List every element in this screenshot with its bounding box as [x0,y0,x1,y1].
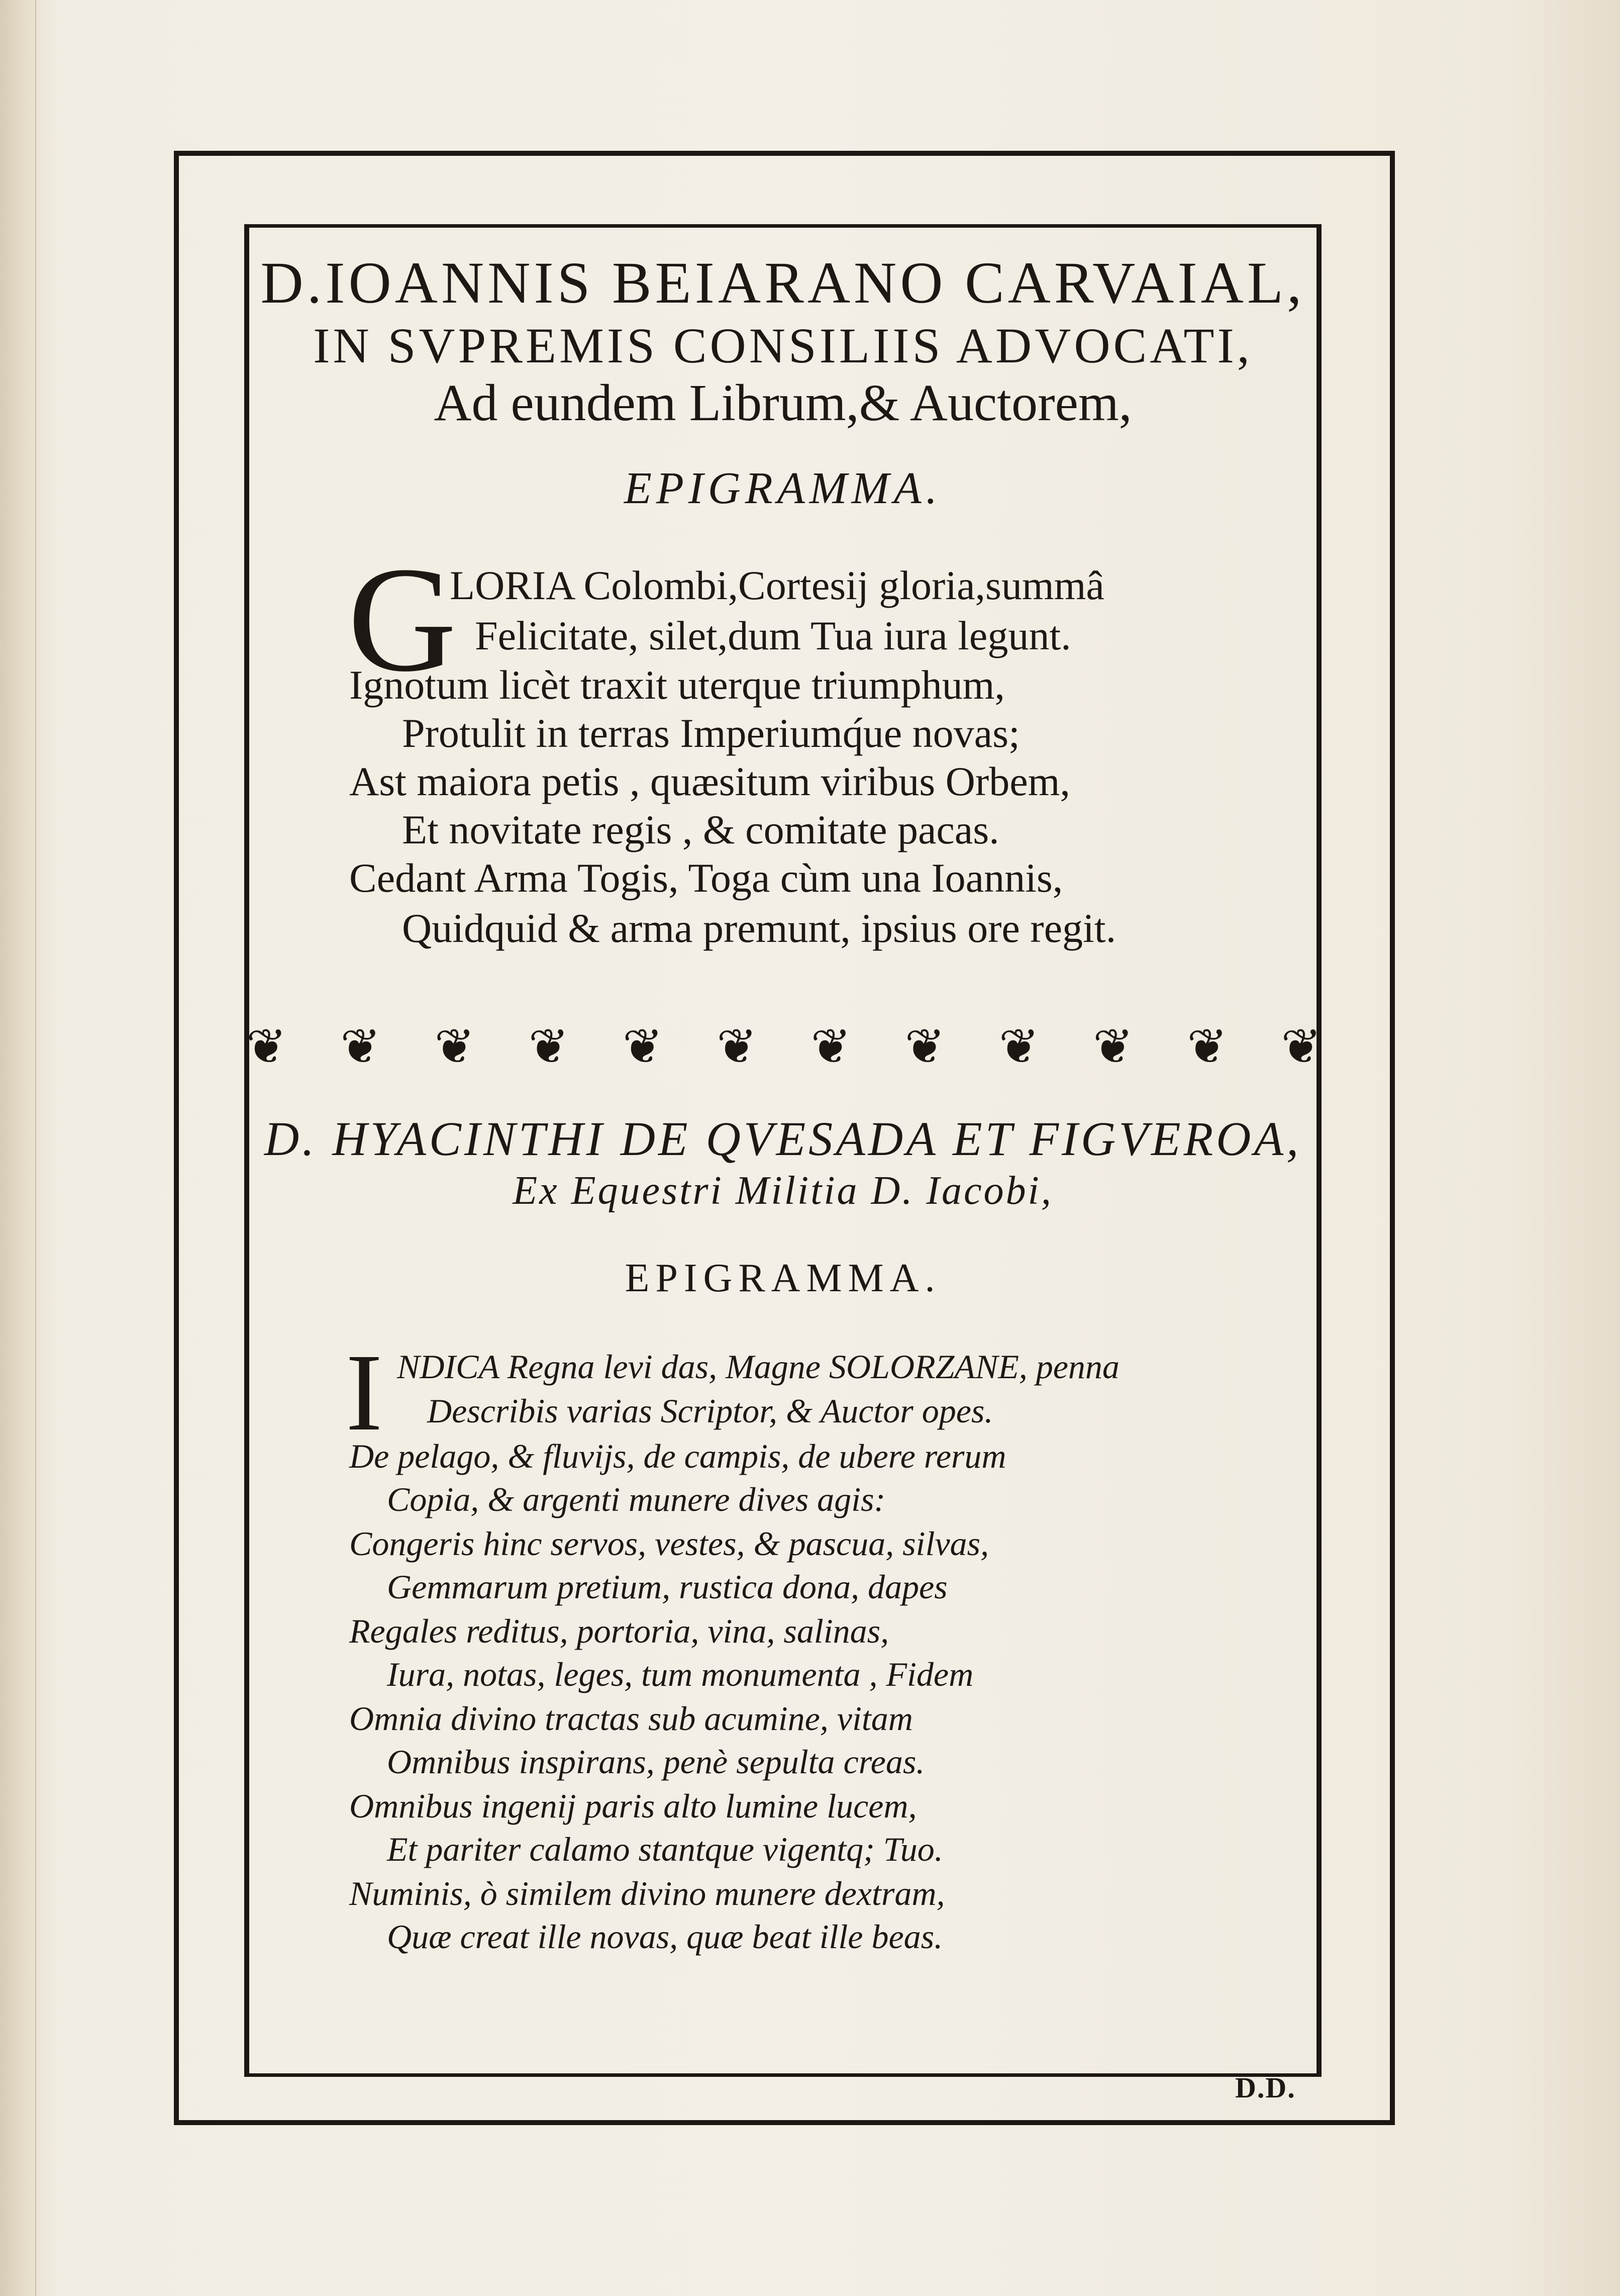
epigram-2-line: Numinis, ò similem divino munere dextram, [349,1874,945,1912]
fleuron-icon: ❦ [1281,1018,1322,1075]
epigram-1-line: Quidquid & arma premunt, ipsius ore regit. [402,905,1117,951]
epigram-2-line: Regales reditus, portoria, vina, salinas, [349,1612,889,1650]
epigram-1-line: Cedant Arma Togis, Toga cùm una Ioannis, [349,855,1063,901]
section-2-author: D. HYACINTHI DE QVESADA ET FIGVEROA, [264,1112,1302,1166]
epigram-2-line: Gemmarum pretium, rustica dona, dapes [387,1568,948,1606]
epigram-2-line: Congeris hinc servos, vestes, & pascua, silvas, [349,1524,989,1563]
ornamental-divider [246,1016,1322,1077]
fleuron-icon: ❦ [1187,1018,1228,1075]
epigram-2-line: Quæ creat ille novas, quæ beat ille beas. [387,1918,943,1956]
heading-dedication: Ad eundem Librum,& Auctorem, [434,374,1132,432]
fleuron-icon: ❦ [434,1018,475,1075]
epigram-2-line: Omnibus ingenij paris alto lumine lucem, [349,1787,917,1825]
fleuron-icon: ❦ [246,1018,287,1075]
fleuron-icon: ❦ [528,1018,569,1075]
fleuron-icon: ❦ [340,1018,381,1075]
epigram-2-line: Omnibus inspirans, penè sepulta creas. [387,1743,925,1781]
epigram-1-title: EPIGRAMMA. [624,463,942,513]
epigram-2-title: EPIGRAMMA. [625,1256,941,1300]
book-spine [0,0,36,2296]
epigram-2-line: Iura, notas, leges, tum monumenta , Fidem [387,1655,974,1693]
epigram-1-line: Protulit in terras Imperiumq́ue novas; [402,710,1020,756]
epigram-1-line: LORIA Colombi,Cortesij gloria,summâ [450,562,1104,608]
fleuron-icon: ❦ [1092,1018,1134,1075]
epigram-2-line: NDICA Regna levi das, Magne SOLORZANE, penna [397,1348,1120,1386]
drop-cap-g: G [348,536,457,703]
drop-cap-i: I [346,1331,383,1454]
section-2-author-title: Ex Equestri Militia D. Iacobi, [513,1169,1053,1213]
heading-author-name: D.IOANNIS BEIARANO CARVAIAL, [260,250,1305,316]
fleuron-icon: ❦ [811,1018,851,1075]
epigram-1-line: Et novitate regis , & comitate pacas. [402,807,999,852]
epigram-1-line: Ast maiora petis , quæsitum viribus Orbem, [349,758,1070,804]
epigram-1-line: Felicitate, silet,dum Tua iura legunt. [475,613,1071,658]
fleuron-icon: ❦ [622,1018,663,1075]
fleuron-icon: ❦ [998,1018,1040,1075]
epigram-2-line: Copia, & argenti munere dives agis: [387,1480,886,1518]
fleuron-icon: ❦ [717,1018,757,1075]
epigram-2-line: Describis varias Scriptor, & Auctor opes. [427,1392,993,1430]
fleuron-icon: ❦ [904,1018,945,1075]
heading-author-title: IN SVPREMIS CONSILIIS ADVOCATI, [313,318,1253,373]
epigram-1-line: Ignotum licèt traxit uterque triumphum, [349,662,1005,708]
catchword-signature: D.D. [1235,2071,1296,2104]
epigram-2-line: De pelago, & fluvijs, de campis, de ubere rerum [349,1437,1006,1475]
epigram-2-line: Omnia divino tractas sub acumine, vitam [349,1699,913,1738]
epigram-2-line: Et pariter calamo stantque vigentq; Tuo. [387,1830,943,1868]
